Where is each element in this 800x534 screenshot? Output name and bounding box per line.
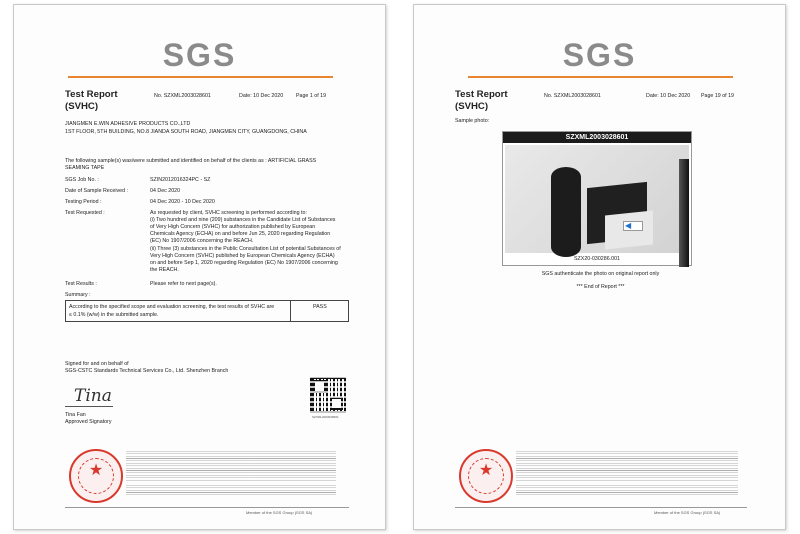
received-value: 04 Dec 2020 [150, 188, 181, 194]
requested-line: Chemicals Agency (ECHA) on and before Jun 25, 2020 regarding Regulation [150, 231, 331, 237]
client-name: JIANGMEN E.WIN ADHESIVE PRODUCTS CO.,LTD [65, 121, 191, 127]
report-title: Test Report [65, 89, 118, 100]
arrow-left-icon: ◀ [625, 221, 632, 230]
intro-text: The following sample(s) was/were submitted and identified on behalf of the clients as : ARTIFICIAL GRASS [65, 158, 317, 164]
requested-line: the REACH. [150, 267, 179, 273]
page-number: Page 19 of 19 [701, 93, 734, 99]
seal-star-icon: ★ [478, 462, 494, 479]
report-page-19 [413, 4, 786, 530]
report-title: Test Report [455, 89, 508, 100]
authenticate-note: SGS authenticate the photo on original report only [541, 271, 660, 277]
sgs-logo [14, 39, 385, 71]
sgs-logo-text: SGS [162, 37, 237, 73]
legal-disclaimer [516, 451, 738, 481]
footer-rule [455, 507, 747, 508]
logo-underline [468, 76, 733, 78]
report-subtitle: (SVHC) [65, 101, 99, 112]
sgs-logo-text: SGS [562, 37, 637, 73]
requested-line: (i) Two hundred and nine (209) substances in the Candidate List of Substances [150, 217, 336, 223]
logo-underline [68, 76, 333, 78]
received-label: Date of Sample Received : [65, 188, 129, 194]
requested-line: of Very High Concern (SVHC) for authorization published by European [150, 224, 316, 230]
period-value: 04 Dec 2020 - 10 Dec 2020 [150, 199, 215, 205]
address-lines [126, 485, 336, 497]
address-lines [516, 485, 738, 497]
photo-edge [679, 159, 689, 267]
period-label: Testing Period : [65, 199, 102, 205]
company-seal-icon [69, 449, 123, 503]
qr-code-pattern [310, 377, 346, 413]
report-subtitle: (SVHC) [455, 101, 489, 112]
requested-line: on and before Sep 1, 2020 regarding Regulation (EC) No 1907/2006 concerning [150, 260, 338, 266]
signature-line [65, 406, 113, 407]
requested-line: (EC) No 1907/2006 concerning the REACH. [150, 238, 254, 244]
job-no-value: SZIN2012016324PC - SZ [150, 177, 211, 183]
legal-disclaimer [126, 451, 336, 481]
intro-text-cont: SEAMING TAPE [65, 165, 105, 171]
report-date: Date: 10 Dec 2020 [239, 93, 284, 99]
sgs-logo [414, 39, 785, 71]
signatory-title: Approved Signatory [65, 419, 112, 425]
seal-star-icon: ★ [88, 462, 104, 479]
signatory-name: Tina Fan [65, 412, 86, 418]
photo-background [505, 145, 689, 253]
qr-caption: SZXML2003028601 [312, 415, 339, 419]
sample-photo [502, 131, 692, 266]
signed-company: SGS-CSTC Standards Technical Services Co., Ltd. Shenzhen Branch [65, 368, 229, 374]
summary-table [65, 300, 349, 322]
sample-photo-label: Sample photo: [455, 118, 490, 124]
report-number: No. SZXML2003028601 [544, 93, 601, 99]
requested-line: (ii) Three (3) substances in the Public Consultation List of potential Substances of [150, 246, 341, 252]
page-number: Page 1 of 19 [296, 93, 327, 99]
member-line: Member of the SGS Group (SGS SA) [246, 510, 313, 515]
footer-rule [65, 507, 349, 508]
requested-line: As requested by client, SVHC screening is performed according to: [150, 210, 307, 216]
requested-line: Very High Concern (SVHC) published by European Chemicals Agency (ECHA) [150, 253, 335, 259]
tape-roll [551, 167, 581, 257]
results-value: Please refer to next page(s). [150, 281, 217, 287]
signed-for: Signed for and on behalf of [65, 361, 129, 367]
photo-header: SZXML2003028601 [503, 132, 691, 143]
report-number: No. SZXML2003028601 [154, 93, 211, 99]
client-address: 1ST FLOOR, 5TH BUILDING, NO.8 JIANDA SOUTH ROAD, JIANGMEN CITY, GUANGDONG, CHINA [65, 129, 307, 135]
report-page-1 [13, 4, 386, 530]
company-seal-icon [459, 449, 513, 503]
summary-text: According to the specified scope and evaluation screening, the test results of SVHC are [69, 304, 275, 310]
summary-divider [290, 301, 291, 321]
signature: Tina [74, 386, 112, 406]
end-of-report: *** End of Report *** [576, 284, 625, 290]
summary-text-cont: ≤ 0.1% (w/w) in the submitted sample. [69, 312, 159, 318]
job-no-label: SGS Job No. : [65, 177, 99, 183]
results-label: Test Results : [65, 281, 97, 287]
member-line: Member of the SGS Group (SGS SA) [654, 510, 721, 515]
summary-label: Summary : [65, 292, 91, 298]
summary-result: PASS [313, 304, 327, 310]
photo-caption: SZX20-030286.001 [574, 256, 620, 262]
report-date: Date: 10 Dec 2020 [646, 93, 691, 99]
requested-label: Test Requested : [65, 210, 105, 216]
